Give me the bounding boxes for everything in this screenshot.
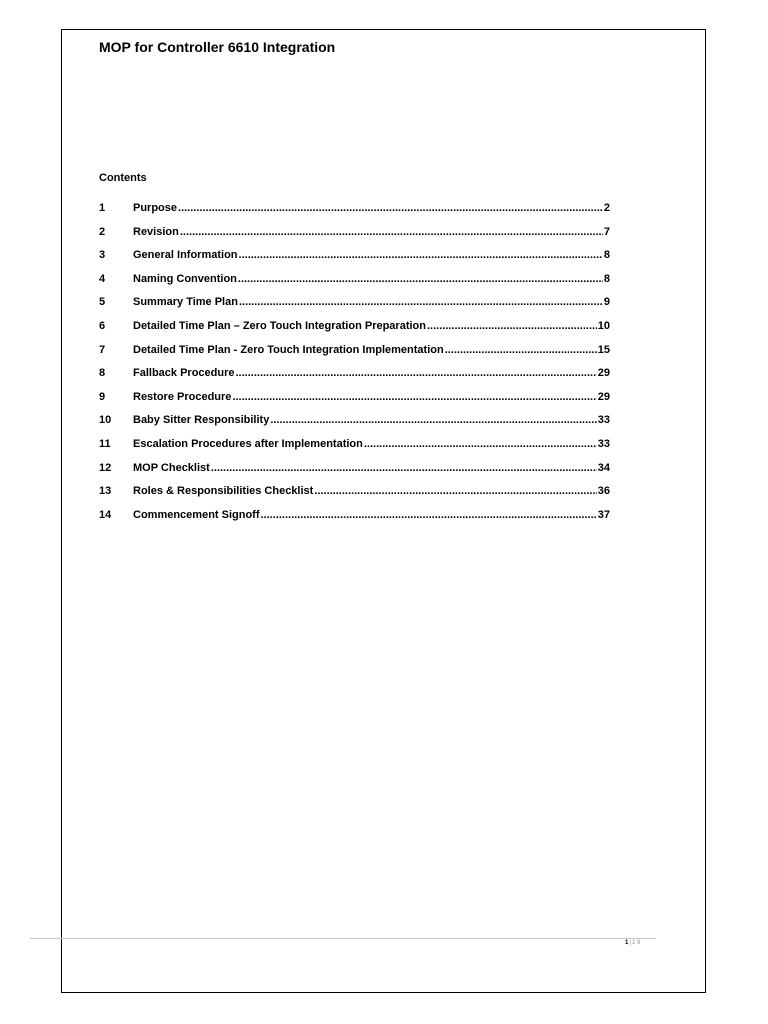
toc-entry[interactable] (99, 249, 610, 273)
toc-entry-page[interactable]: 33 (597, 414, 610, 427)
toc-entry-number: 7 (99, 343, 106, 356)
toc-entry-page[interactable]: 8 (603, 249, 610, 262)
toc-entry-page[interactable]: 36 (597, 485, 610, 498)
toc-entry-title[interactable]: Naming Convention (133, 272, 237, 285)
toc-entry-page[interactable]: 8 (603, 272, 610, 285)
toc-entry-title[interactable]: Purpose (133, 202, 178, 214)
toc-dot-leader (364, 438, 597, 450)
toc-entry-page[interactable]: 7 (603, 225, 610, 238)
toc-entry-number: 8 (99, 367, 106, 380)
toc-dot-leader (236, 367, 597, 379)
toc-entry[interactable] (99, 202, 610, 226)
toc-entry-title[interactable]: Restore Procedure (133, 390, 232, 403)
footer-page-number (625, 940, 640, 946)
toc-dot-leader (270, 414, 596, 426)
toc-entry-number: 1 (99, 202, 106, 214)
toc-dot-leader (261, 509, 597, 521)
toc-entry-title[interactable]: Revision (133, 225, 179, 238)
toc-entry[interactable] (99, 226, 610, 250)
toc-entry[interactable] (99, 391, 610, 415)
toc-entry-title[interactable]: Fallback Procedure (133, 367, 235, 380)
toc-entry[interactable] (99, 485, 610, 509)
toc-entry-title[interactable]: Detailed Time Plan – Zero Touch Integration Preparation (133, 319, 426, 332)
toc-entry-page[interactable]: 9 (603, 296, 610, 309)
toc-dot-leader (239, 296, 603, 308)
toc-entry-title[interactable]: Summary Time Plan (133, 296, 238, 309)
toc-dot-leader (232, 391, 596, 403)
toc-dot-leader (427, 320, 597, 332)
toc-entry-page[interactable]: 37 (597, 508, 610, 521)
toc-dot-leader (180, 226, 603, 238)
toc-entry-number: 4 (99, 272, 106, 285)
toc-entry-page[interactable]: 2 (603, 202, 610, 214)
toc-entry-page[interactable]: 15 (597, 343, 610, 356)
toc-entry-page[interactable]: 33 (597, 437, 610, 450)
toc-entry[interactable] (99, 367, 610, 391)
toc-entry-title[interactable]: MOP Checklist (133, 461, 210, 474)
toc-dot-leader (445, 344, 597, 356)
toc-entry-title[interactable]: Escalation Procedures after Implementation (133, 437, 363, 450)
toc-entry-number: 11 (99, 437, 111, 450)
toc-entry-title[interactable]: Roles & Responsibilities Checklist (133, 485, 314, 498)
toc-entry-number: 5 (99, 296, 106, 309)
footer-total-pages: 1 9 (631, 940, 641, 946)
toc-dot-leader (211, 462, 597, 474)
toc-entry[interactable] (99, 414, 610, 438)
toc-entry-page[interactable]: 29 (597, 390, 610, 403)
toc-entry[interactable] (99, 320, 610, 344)
footer-current-page: 1 (625, 940, 629, 946)
toc-entry-title[interactable]: Detailed Time Plan - Zero Touch Integration Implementation (133, 343, 444, 356)
footer-divider (30, 938, 656, 939)
toc-entry-title[interactable]: Commencement Signoff (133, 508, 260, 521)
toc-entry-page[interactable]: 10 (597, 319, 610, 332)
toc-entry-number: 10 (99, 414, 112, 427)
toc-entry-page[interactable]: 34 (597, 461, 610, 474)
toc-entry-number: 6 (99, 319, 106, 332)
document-title: MOP for Controller 6610 Integration (99, 39, 336, 55)
toc-entry-number: 14 (99, 508, 112, 521)
toc-entry-title[interactable]: Baby Sitter Responsibility (133, 414, 270, 427)
toc-entry-number: 2 (99, 225, 106, 238)
toc-entry[interactable] (99, 462, 610, 486)
toc-entry-number: 9 (99, 390, 106, 403)
toc-entry[interactable] (99, 344, 610, 368)
toc-dot-leader (178, 202, 603, 214)
toc-dot-leader (238, 273, 603, 285)
toc-entry-page[interactable]: 29 (597, 367, 610, 380)
table-of-contents (99, 202, 610, 532)
toc-dot-leader (239, 249, 603, 261)
toc-dot-leader (314, 485, 596, 497)
toc-entry-number: 12 (99, 461, 112, 474)
toc-entry[interactable] (99, 296, 610, 320)
toc-entry[interactable] (99, 438, 610, 462)
toc-entry[interactable] (99, 273, 610, 297)
footer-separator: | (629, 940, 631, 946)
toc-entry[interactable] (99, 509, 610, 533)
contents-heading: Contents (99, 172, 147, 184)
toc-entry-number: 13 (99, 485, 112, 498)
toc-entry-title[interactable]: General Information (133, 249, 238, 262)
toc-entry-number: 3 (99, 249, 106, 262)
